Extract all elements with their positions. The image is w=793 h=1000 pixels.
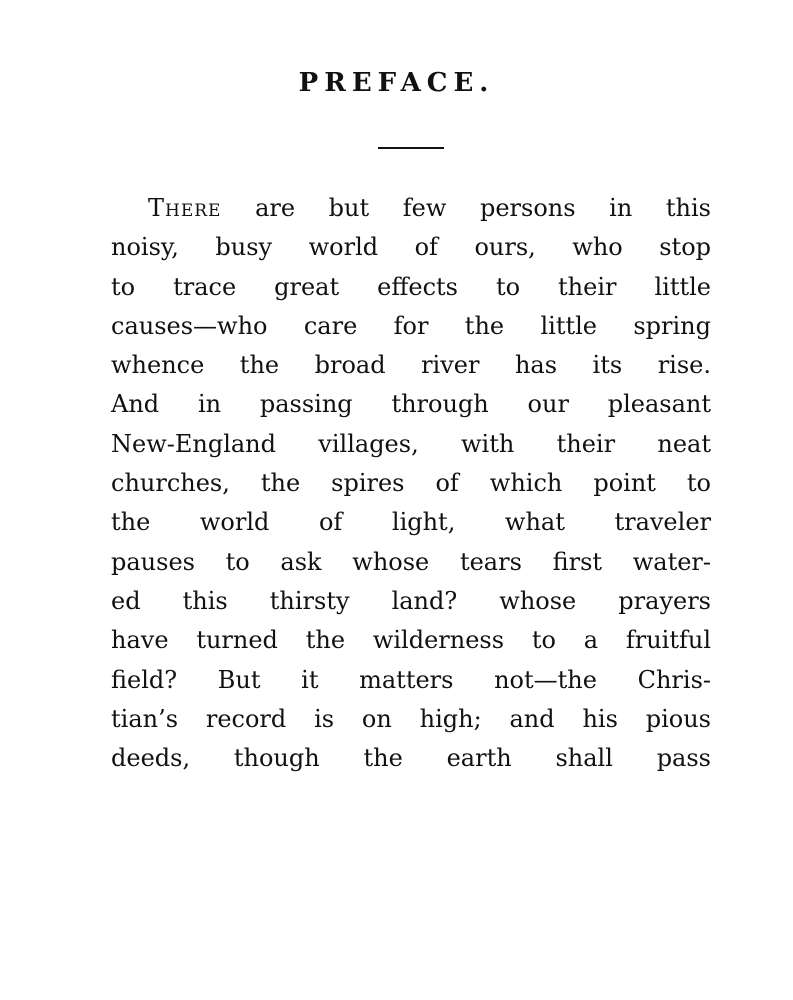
text-line-6: And in passing through our pleasant: [111, 390, 711, 419]
text-line-2: noisy, busy world of ours, who stop: [111, 233, 711, 262]
text-line-15: deeds, though the earth shall pass: [111, 744, 711, 773]
text-line-8: churches, the spires of which point to: [111, 469, 711, 498]
opening-word: There: [148, 194, 222, 222]
text-line-14: tian’s record is on high; and his pious: [111, 704, 711, 733]
text-line-10: pauses to ask whose tears first water-: [111, 547, 711, 576]
text-line-12: have turned the wilderness to a fruitful: [111, 626, 711, 655]
preface-paragraph: [111, 189, 711, 778]
text-line-7: New-England villages, with their neat: [111, 429, 711, 458]
text-line-4: causes—who care for the little spring: [111, 311, 711, 340]
text-line-3: to trace great effects to their little: [111, 272, 711, 301]
title-divider: [378, 147, 444, 149]
text-line-1: [111, 189, 711, 228]
text-line-1-rest: are but few persons in this: [221, 194, 711, 222]
text-line-5: whence the broad river has its rise.: [111, 351, 711, 380]
text-line-11: ed this thirsty land? whose prayers: [111, 586, 711, 615]
page-title: PREFACE.: [298, 68, 495, 98]
text-line-9: the world of light, what traveler: [111, 508, 711, 537]
text-line-13: field? But it matters not—the Chris-: [111, 665, 711, 694]
